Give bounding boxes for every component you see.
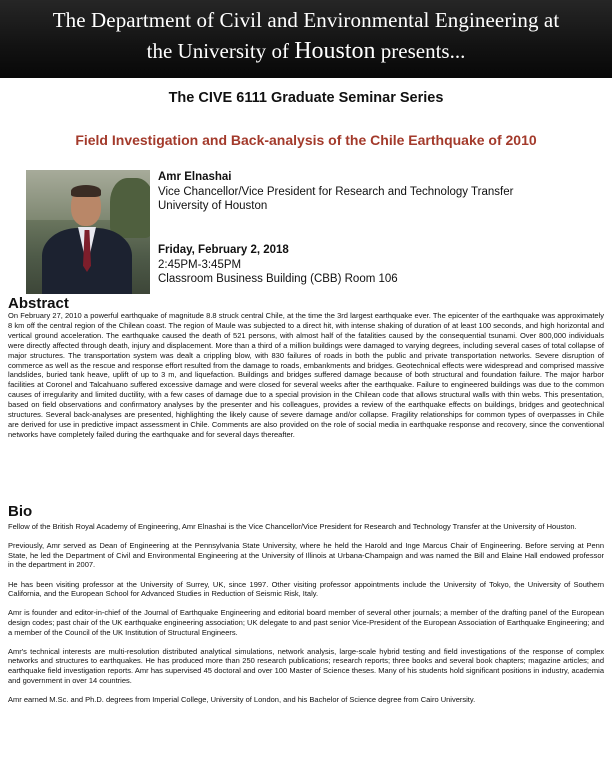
series-title: The CIVE 6111 Graduate Seminar Series [168, 90, 444, 106]
talk-title: Field Investigation and Back-analysis of the Chile Earthquake of 2010 [75, 132, 537, 148]
event-time: 2:45PM-3:45PM [158, 258, 242, 271]
bio-heading: Bio [8, 503, 33, 520]
banner-houston: Houston [294, 38, 376, 64]
bio-paragraph: Amr earned M.Sc. and Ph.D. degrees from Imperial College, University of London, and his Bachelor of Science degree from Cairo University. [8, 694, 476, 704]
speaker-affiliation: University of Houston [158, 200, 268, 212]
banner-line-2-of: of [271, 39, 295, 63]
abstract-heading: Abstract [8, 295, 69, 312]
bio-paragraph: Fellow of the British Royal Academy of Engineering, Amr Elnashai is the Vice Chancellor/Vice President for Research and Technology Transfer at the University of Houston. [8, 522, 577, 531]
bio-section [8, 522, 604, 714]
header-banner [0, 0, 612, 78]
bio-paragraph: Amr is founder and editor-in-chief of the Journal of Earthquake Engineering and editorial board member of several other journals; a member of the drafting panel of the European design codes; past chair of the UK earthquake engineering association; UK delegate to and past senior Vice-President of the European Association of Earthquake Engineering; and a member of the Council of the UK Institution of Structural Engineers. [8, 608, 604, 637]
speaker-photo [26, 170, 150, 294]
banner-line-2-prefix: the University [146, 39, 272, 63]
abstract-text: On February 27, 2010 a powerful earthquake of magnitude 8.8 struck central Chile, at the time the 3rd largest earthquake ever. The epicenter of the earthquake was approximately 8 km off the central region of the Chilean coast. The region of Maule was subjected to a direct hit, with intense shaking of duration of at least 100 seconds, and high horizontal and vertical ground acceleration. The earthquake caused the death of 521 persons, with almost half of the fatalities caused by the consequential tsunami. Over 800,000 individuals were directly affected through death, injury and displacement. More than a third of a million buildings were damaged to varying degrees, including several cases of total collapse of major structures. The transportation system was dealt a crippling blow, with 830 failures of roads in both the public and private transportation networks. Severe disruption of commerce as well as the rescue and response effort resulted from the damage to roads, embankments and bridges. Geotechnical effects were widespread and comprised massive landslides, buried tank heave, uplift of up to 3 m, and liquefaction. Buildings and bridges suffered damage because of both structural and foundation failure. The major harbor facilities at Coronel and Talcahuano suffered excessive damage and were closed for several weeks after the earthquake. Failure to engineered buildings was due to the common causes of irregularity and limited ductility, with a few cases of damage due to a special provision in the Chilean code that allows structural walls with thin webs. This presentation, based on field observations and confirmatory analyses by the presenter and his colleagues, provides a review of the earthquake effects on buildings, bridges and geotechnical structures. Several back-analyses are presented, highlighting the likely cause of severe damage and/or collapse. Fragility relationships for common types of overpasses in Chile are derived for use in predictive impact assessment in Chile. Comments are also provided on the role of social media in earthquake response and recovery, since the conventional networks have completely failed during the earthquake and for several days thereafter. [8, 311, 604, 439]
banner-line-1: The Department of Civil and Environmental Engineering at [52, 8, 560, 32]
event-date: Friday, February 2, 2018 [158, 244, 289, 256]
speaker-name: Amr Elnashai [158, 171, 232, 183]
bio-paragraph: He has been visiting professor at the University of Surrey, UK, since 1997. Other visiting professor appointments include the University of Tokyo, the University of Southern California, and the European School for Advanced Studies in Reduction of Seismic Risk, Italy. [8, 579, 604, 599]
bio-paragraph: Previously, Amr served as Dean of Engineering at the Pennsylvania State University, where he held the Harold and Inge Marcus Chair of Engineering. Before serving at Penn State, he led the Department of Civil and Environmental Engineering at the University of Illinois at Urbana-Champaign and was named the Bill and Elaine Hall endowed professor in the department in 2007. [8, 541, 604, 570]
speaker-info [158, 170, 513, 214]
bio-paragraph: Amr's technical interests are multi-resolution distributed analytical simulations, network analysis, large-scale hybrid testing and field investigations of the response of complex networks and structures to earthquakes. He has produced more than 250 research publications; research reports; three books and several book chapters; magazine articles; and earthquake field investigation reports. Amr has supervised 45 doctoral and over 100 Master of Science theses. Many of his students hold significant positions in industry, academia and government in over 14 countries. [8, 646, 604, 685]
event-info [158, 243, 398, 287]
speaker-position: Vice Chancellor/Vice President for Research and Technology Transfer [158, 185, 514, 198]
banner-line-2 [0, 38, 612, 65]
banner-line-2-suffix: presents... [375, 39, 466, 63]
event-location: Classroom Business Building (CBB) Room 106 [158, 273, 398, 285]
